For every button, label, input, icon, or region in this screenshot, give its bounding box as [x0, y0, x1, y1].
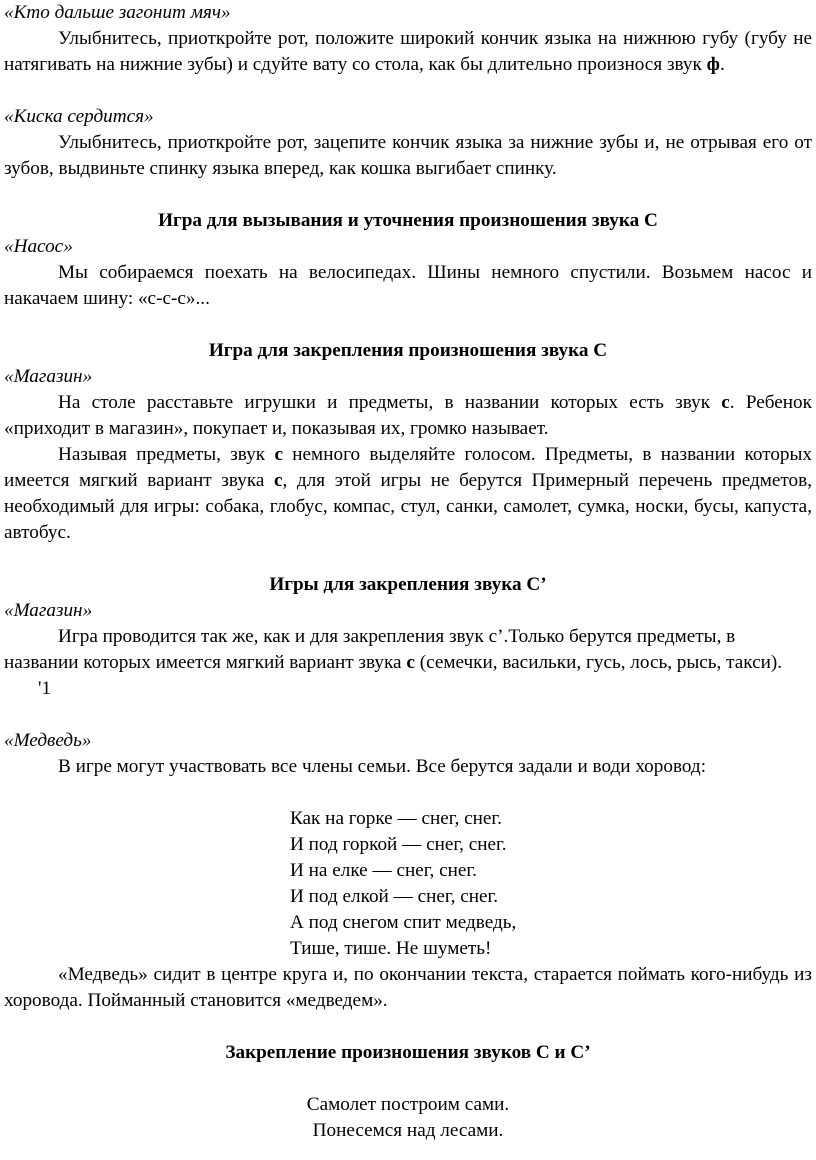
text: На столе расставьте игрушки и предметы, в названии которых есть звук	[58, 392, 722, 413]
text: . Ребенок «приходит в магазин», покупает и, показывая их, громко называет.	[4, 392, 812, 439]
paragraph-shop-1	[4, 390, 812, 442]
paragraph-cat-instructions: Улыбнитесь, приоткройте рот, зацепите кончик языка за нижние зубы и, не отрывая его от зубов, выдвиньте спинку языка вперед, как кошка выгибает спинку.	[4, 132, 812, 179]
paragraph-pump: Мы собираемся поехать на велосипедах. Шины немного спустили. Возьмем насос и накачаем шину: «с-с-с»...	[4, 262, 812, 309]
game-title-pump: «Насос»	[4, 236, 73, 257]
bold-letter: с	[274, 444, 283, 465]
poem-line: Самолет построим сами.	[306, 1094, 510, 1115]
game-title-shop: «Магазин»	[4, 366, 93, 387]
section-heading-s-soft: Игры для закрепления звука С’	[269, 574, 547, 595]
poem-line: Тише, тише. Не шуметь!	[290, 938, 492, 959]
paragraph-shop-2	[4, 442, 812, 546]
poem-line: Как на горке — снег, снег.	[290, 808, 502, 829]
bold-letter: с	[274, 470, 283, 491]
poem-line: Понесемся над лесами.	[312, 1120, 504, 1141]
bold-letter: с	[721, 392, 730, 413]
bold-letter: ф	[706, 54, 720, 75]
paragraph-shop-soft	[4, 624, 812, 702]
poem-line: И на елке — снег, снег.	[290, 860, 477, 881]
text: , для этой игры не берутся Примерный перечень предметов, необходимый для игры: собака, глобус, компас, стул, санки, самолет, сумка, носки, бусы, капуста, автобус.	[4, 470, 812, 543]
game-title-ball: «Кто дальше загонит мяч»	[4, 2, 231, 23]
poem-plane	[4, 1092, 812, 1144]
poem-line: А под снегом спит медведь,	[290, 912, 517, 933]
section-heading-s-reinforce: Игра для закрепления произношения звука С	[208, 340, 608, 361]
section-heading-s-evoking: Игра для вызывания и уточнения произношения звука С	[158, 210, 658, 231]
text: немного выделяйте голосом. Предметы, в названии которых имеется мягкий вариант звука	[4, 444, 813, 491]
poem-line: И под горкой — снег, снег.	[290, 834, 507, 855]
text: .	[719, 54, 725, 75]
game-title-cat: «Киска сердится»	[4, 106, 154, 127]
section-heading-s-and-soft: Закрепление произношения звуков С и С’	[225, 1042, 591, 1063]
paragraph-bear-intro: В игре могут участвовать все члены семьи. Все берутся задали и води хоровод:	[58, 756, 707, 777]
paragraph-bear-rules: «Медведь» сидит в центре круга и, по окончании текста, старается поймать кого-нибудь из хоровода. Пойманный становится «медведем».	[4, 964, 812, 1011]
bold-letter: с	[406, 652, 415, 673]
game-title-bear: «Медведь»	[4, 730, 92, 751]
text: (семечки, васильки, гусь, лось, рысь, такси).	[414, 652, 783, 673]
text: Называя предметы, звук	[58, 444, 275, 465]
paragraph-ball-instructions	[4, 26, 812, 78]
stray-mark: '1	[38, 678, 52, 699]
poem-line: И под елкой — снег, снег.	[290, 886, 499, 907]
text: Улыбнитесь, приоткройте рот, положите широкий кончик языка на нижнюю губу (губу не натягивать на нижние зубы) и сдуйте вату со стола, как бы длительно произнося звук	[4, 28, 812, 75]
text: Игра проводится так же, как и для закрепления звук с’.Только берутся предметы, в названии которых имеется мягкий вариант звука	[4, 626, 736, 673]
game-title-shop-soft: «Магазин»	[4, 600, 93, 621]
poem-bear	[290, 806, 812, 962]
